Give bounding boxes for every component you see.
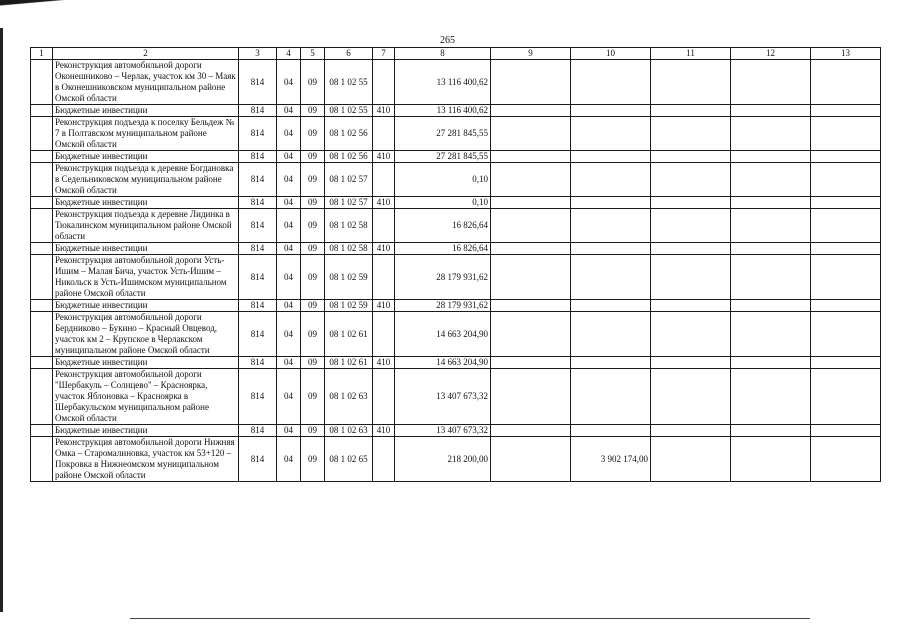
- target-article-cell: 08 1 02 56: [325, 151, 373, 163]
- column-header: 8: [395, 48, 491, 60]
- column-header: 1: [31, 48, 53, 60]
- expense-type-cell: [373, 163, 395, 197]
- target-article-cell: 08 1 02 65: [325, 437, 373, 482]
- target-article-cell: 08 1 02 56: [325, 117, 373, 151]
- subsection-code-cell: 09: [301, 209, 325, 243]
- target-article-cell: 08 1 02 58: [325, 243, 373, 255]
- admin-code-cell: 814: [239, 357, 277, 369]
- empty-cell: [731, 300, 811, 312]
- admin-code-cell: 814: [239, 105, 277, 117]
- subsection-code-cell: 09: [301, 255, 325, 300]
- name-cell: Реконструкция автомобильной дороги Усть-Ишим – Малая Бича, участок Усть-Ишим – Никольск в Усть-Ишимском муниципальном районе Омской области: [53, 255, 239, 300]
- column-header: 2: [53, 48, 239, 60]
- scan-shadow-left: [0, 28, 3, 612]
- amount-cell: [571, 163, 651, 197]
- expense-type-cell: [373, 312, 395, 357]
- subsection-code-cell: 09: [301, 117, 325, 151]
- empty-cell: [811, 163, 881, 197]
- investment-row: [31, 197, 881, 209]
- empty-cell: [731, 312, 811, 357]
- expense-type-cell: 410: [373, 243, 395, 255]
- empty-cell: [731, 209, 811, 243]
- subsection-code-cell: 09: [301, 357, 325, 369]
- section-code-cell: 04: [277, 163, 301, 197]
- name-cell: Бюджетные инвестиции: [53, 151, 239, 163]
- empty-cell: [811, 197, 881, 209]
- scan-line-bottom: [130, 618, 810, 619]
- amount-cell: 0,10: [395, 197, 491, 209]
- empty-cell: [731, 243, 811, 255]
- amount-cell: 27 281 845,55: [395, 117, 491, 151]
- amount-cell: [571, 60, 651, 105]
- admin-code-cell: 814: [239, 243, 277, 255]
- amount-cell: [571, 300, 651, 312]
- expense-type-cell: 410: [373, 151, 395, 163]
- row-number-cell: [31, 209, 53, 243]
- empty-cell: [651, 163, 731, 197]
- admin-code-cell: 814: [239, 312, 277, 357]
- empty-cell: [491, 255, 571, 300]
- subsection-code-cell: 09: [301, 163, 325, 197]
- amount-cell: [571, 105, 651, 117]
- empty-cell: [811, 105, 881, 117]
- admin-code-cell: 814: [239, 197, 277, 209]
- empty-cell: [651, 243, 731, 255]
- column-header: 10: [571, 48, 651, 60]
- empty-cell: [811, 60, 881, 105]
- section-code-cell: 04: [277, 243, 301, 255]
- expense-type-cell: [373, 117, 395, 151]
- object-row: [31, 255, 881, 300]
- expense-type-cell: 410: [373, 300, 395, 312]
- investment-row: [31, 243, 881, 255]
- empty-cell: [651, 209, 731, 243]
- column-header: 9: [491, 48, 571, 60]
- amount-cell: [571, 357, 651, 369]
- target-article-cell: 08 1 02 59: [325, 255, 373, 300]
- amount-cell: 218 200,00: [395, 437, 491, 482]
- row-number-cell: [31, 437, 53, 482]
- target-article-cell: 08 1 02 57: [325, 163, 373, 197]
- empty-cell: [651, 151, 731, 163]
- admin-code-cell: 814: [239, 437, 277, 482]
- subsection-code-cell: 09: [301, 243, 325, 255]
- empty-cell: [491, 300, 571, 312]
- empty-cell: [811, 312, 881, 357]
- section-code-cell: 04: [277, 105, 301, 117]
- admin-code-cell: 814: [239, 300, 277, 312]
- empty-cell: [731, 437, 811, 482]
- empty-cell: [491, 369, 571, 425]
- admin-code-cell: 814: [239, 255, 277, 300]
- empty-cell: [651, 300, 731, 312]
- amount-cell: 14 663 204,90: [395, 357, 491, 369]
- subsection-code-cell: 09: [301, 105, 325, 117]
- target-article-cell: 08 1 02 61: [325, 357, 373, 369]
- investment-row: [31, 151, 881, 163]
- expense-type-cell: [373, 209, 395, 243]
- empty-cell: [811, 255, 881, 300]
- name-cell: Реконструкция подъезда к деревне Богдановка в Седельниковском муниципальном районе Омской области: [53, 163, 239, 197]
- section-code-cell: 04: [277, 425, 301, 437]
- empty-cell: [811, 300, 881, 312]
- row-number-cell: [31, 425, 53, 437]
- amount-cell: 28 179 931,62: [395, 300, 491, 312]
- empty-cell: [811, 437, 881, 482]
- empty-cell: [811, 117, 881, 151]
- amount-cell: [571, 369, 651, 425]
- empty-cell: [491, 357, 571, 369]
- name-cell: Бюджетные инвестиции: [53, 105, 239, 117]
- column-header: 3: [239, 48, 277, 60]
- object-row: [31, 437, 881, 482]
- row-number-cell: [31, 60, 53, 105]
- empty-cell: [731, 60, 811, 105]
- empty-cell: [491, 163, 571, 197]
- row-number-cell: [31, 105, 53, 117]
- amount-cell: 13 116 400,62: [395, 105, 491, 117]
- empty-cell: [491, 243, 571, 255]
- target-article-cell: 08 1 02 63: [325, 369, 373, 425]
- empty-cell: [491, 312, 571, 357]
- empty-cell: [731, 117, 811, 151]
- row-number-cell: [31, 151, 53, 163]
- expense-type-cell: [373, 437, 395, 482]
- empty-cell: [731, 425, 811, 437]
- name-cell: Реконструкция автомобильной дороги "Шербакуль – Солнцево" – Красноярка, участок Яблоновка – Красноярка в Шербакульском муниципальном районе Омской области: [53, 369, 239, 425]
- amount-cell: 3 902 174,00: [571, 437, 651, 482]
- amount-cell: 13 116 400,62: [395, 60, 491, 105]
- empty-cell: [491, 209, 571, 243]
- amount-cell: [571, 425, 651, 437]
- empty-cell: [811, 425, 881, 437]
- column-header: 6: [325, 48, 373, 60]
- object-row: [31, 60, 881, 105]
- investment-row: [31, 300, 881, 312]
- section-code-cell: 04: [277, 117, 301, 151]
- amount-cell: [571, 243, 651, 255]
- expense-type-cell: 410: [373, 105, 395, 117]
- amount-cell: 16 826,64: [395, 243, 491, 255]
- row-number-cell: [31, 300, 53, 312]
- subsection-code-cell: 09: [301, 312, 325, 357]
- amount-cell: [571, 117, 651, 151]
- admin-code-cell: 814: [239, 163, 277, 197]
- column-header: 11: [651, 48, 731, 60]
- name-cell: Бюджетные инвестиции: [53, 300, 239, 312]
- empty-cell: [491, 437, 571, 482]
- empty-cell: [731, 357, 811, 369]
- amount-cell: [571, 209, 651, 243]
- amount-cell: 13 407 673,32: [395, 369, 491, 425]
- empty-cell: [491, 117, 571, 151]
- section-code-cell: 04: [277, 312, 301, 357]
- admin-code-cell: 814: [239, 425, 277, 437]
- column-header: 12: [731, 48, 811, 60]
- empty-cell: [491, 425, 571, 437]
- empty-cell: [651, 357, 731, 369]
- empty-cell: [811, 151, 881, 163]
- name-cell: Бюджетные инвестиции: [53, 197, 239, 209]
- name-cell: Бюджетные инвестиции: [53, 425, 239, 437]
- amount-cell: [571, 255, 651, 300]
- expense-type-cell: 410: [373, 357, 395, 369]
- section-code-cell: 04: [277, 60, 301, 105]
- name-cell: Реконструкция автомобильной дороги Бердниково – Букино – Красный Овцевод, участок км 2 – Крупское в Черлакском муниципальном районе Омской области: [53, 312, 239, 357]
- investment-row: [31, 357, 881, 369]
- empty-cell: [731, 105, 811, 117]
- empty-cell: [651, 255, 731, 300]
- empty-cell: [731, 369, 811, 425]
- target-article-cell: 08 1 02 63: [325, 425, 373, 437]
- name-cell: Реконструкция подъезда к поселку Бельдеж № 7 в Полтавском муниципальном районе Омской области: [53, 117, 239, 151]
- amount-cell: 0,10: [395, 163, 491, 197]
- expense-type-cell: [373, 255, 395, 300]
- subsection-code-cell: 09: [301, 300, 325, 312]
- section-code-cell: 04: [277, 209, 301, 243]
- row-number-cell: [31, 243, 53, 255]
- expense-type-cell: [373, 60, 395, 105]
- budget-table: [30, 47, 881, 482]
- empty-cell: [811, 357, 881, 369]
- subsection-code-cell: 09: [301, 151, 325, 163]
- target-article-cell: 08 1 02 57: [325, 197, 373, 209]
- row-number-cell: [31, 369, 53, 425]
- name-cell: Бюджетные инвестиции: [53, 357, 239, 369]
- row-number-cell: [31, 163, 53, 197]
- object-row: [31, 209, 881, 243]
- empty-cell: [651, 117, 731, 151]
- name-cell: Бюджетные инвестиции: [53, 243, 239, 255]
- admin-code-cell: 814: [239, 117, 277, 151]
- empty-cell: [491, 105, 571, 117]
- amount-cell: [571, 312, 651, 357]
- empty-cell: [811, 209, 881, 243]
- subsection-code-cell: 09: [301, 197, 325, 209]
- empty-cell: [491, 60, 571, 105]
- page-number: 265: [440, 35, 455, 46]
- empty-cell: [731, 255, 811, 300]
- admin-code-cell: 814: [239, 151, 277, 163]
- name-cell: Реконструкция автомобильной дороги Оконешниково – Черлак, участок км 30 – Маяк в Оконешниковском муниципальном районе Омской области: [53, 60, 239, 105]
- amount-cell: 28 179 931,62: [395, 255, 491, 300]
- section-code-cell: 04: [277, 197, 301, 209]
- expense-type-cell: [373, 369, 395, 425]
- empty-cell: [491, 197, 571, 209]
- target-article-cell: 08 1 02 59: [325, 300, 373, 312]
- column-header: 7: [373, 48, 395, 60]
- empty-cell: [651, 105, 731, 117]
- header-row: [31, 48, 881, 60]
- empty-cell: [731, 197, 811, 209]
- row-number-cell: [31, 255, 53, 300]
- row-number-cell: [31, 357, 53, 369]
- empty-cell: [651, 425, 731, 437]
- empty-cell: [651, 437, 731, 482]
- target-article-cell: 08 1 02 58: [325, 209, 373, 243]
- column-header: 4: [277, 48, 301, 60]
- section-code-cell: 04: [277, 437, 301, 482]
- section-code-cell: 04: [277, 300, 301, 312]
- section-code-cell: 04: [277, 151, 301, 163]
- amount-cell: [571, 151, 651, 163]
- section-code-cell: 04: [277, 255, 301, 300]
- object-row: [31, 312, 881, 357]
- row-number-cell: [31, 312, 53, 357]
- admin-code-cell: 814: [239, 209, 277, 243]
- row-number-cell: [31, 117, 53, 151]
- name-cell: Реконструкция автомобильной дороги Нижняя Омка – Старомалиновка, участок км 53+120 – Покровка в Нижнеомском муниципальном районе Омской области: [53, 437, 239, 482]
- object-row: [31, 117, 881, 151]
- amount-cell: [571, 197, 651, 209]
- empty-cell: [731, 151, 811, 163]
- empty-cell: [731, 163, 811, 197]
- scan-shadow-top: [0, 0, 905, 28]
- expense-type-cell: 410: [373, 425, 395, 437]
- empty-cell: [491, 151, 571, 163]
- target-article-cell: 08 1 02 55: [325, 105, 373, 117]
- target-article-cell: 08 1 02 61: [325, 312, 373, 357]
- empty-cell: [651, 369, 731, 425]
- subsection-code-cell: 09: [301, 369, 325, 425]
- empty-cell: [651, 312, 731, 357]
- expense-type-cell: 410: [373, 197, 395, 209]
- object-row: [31, 163, 881, 197]
- amount-cell: 27 281 845,55: [395, 151, 491, 163]
- admin-code-cell: 814: [239, 369, 277, 425]
- section-code-cell: 04: [277, 369, 301, 425]
- subsection-code-cell: 09: [301, 437, 325, 482]
- empty-cell: [811, 369, 881, 425]
- empty-cell: [811, 243, 881, 255]
- subsection-code-cell: 09: [301, 60, 325, 105]
- empty-cell: [651, 60, 731, 105]
- investment-row: [31, 105, 881, 117]
- amount-cell: 14 663 204,90: [395, 312, 491, 357]
- name-cell: Реконструкция подъезда к деревне Лидинка в Тюкалинском муниципальном районе Омской области: [53, 209, 239, 243]
- object-row: [31, 369, 881, 425]
- amount-cell: 16 826,64: [395, 209, 491, 243]
- investment-row: [31, 425, 881, 437]
- amount-cell: 13 407 673,32: [395, 425, 491, 437]
- admin-code-cell: 814: [239, 60, 277, 105]
- section-code-cell: 04: [277, 357, 301, 369]
- target-article-cell: 08 1 02 55: [325, 60, 373, 105]
- column-header: 13: [811, 48, 881, 60]
- row-number-cell: [31, 197, 53, 209]
- empty-cell: [651, 197, 731, 209]
- column-header: 5: [301, 48, 325, 60]
- subsection-code-cell: 09: [301, 425, 325, 437]
